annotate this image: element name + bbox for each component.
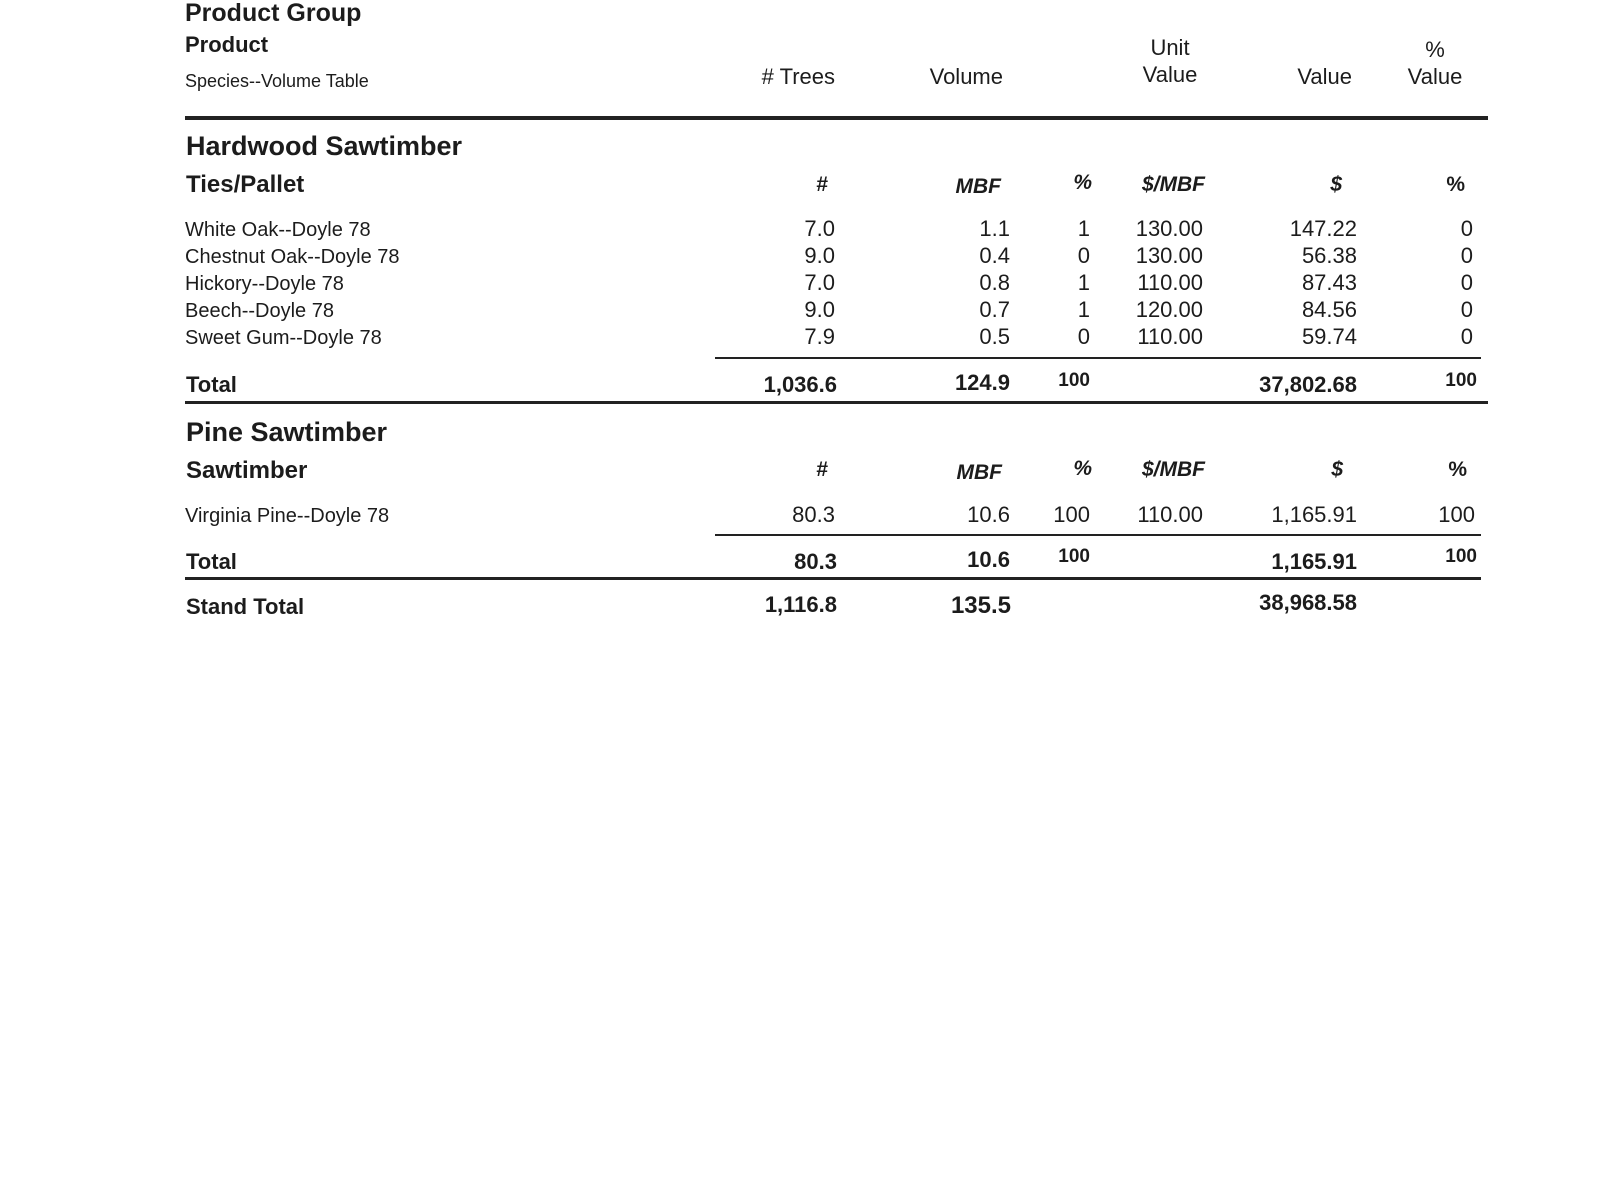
pine-total-volume: 10.6 [967, 547, 1010, 572]
header-col-pct-value-line1: % [1425, 37, 1445, 62]
pine-row-unit-value: 110.00 [1137, 502, 1203, 527]
hardwood-row-volume: 1.1 [979, 216, 1010, 241]
stand-total-label: Stand Total [186, 594, 305, 619]
pine-group-title: Pine Sawtimber [186, 417, 388, 447]
hardwood-total-value: 37,802.68 [1259, 372, 1357, 397]
hardwood-row-species: Beech--Doyle 78 [185, 300, 334, 322]
hardwood-row-value: 84.56 [1301, 297, 1357, 322]
hardwood-unit-pct-value: % [1446, 173, 1465, 196]
hardwood-total-pct: 100 [1058, 370, 1090, 391]
pine-row-pct: 100 [1053, 502, 1090, 527]
hardwood-row-trees: 9.0 [804, 243, 835, 268]
pine-total-trees: 80.3 [794, 549, 837, 574]
hardwood-product-title: Ties/Pallet [186, 171, 305, 198]
hardwood-row-value: 56.38 [1301, 243, 1357, 268]
hardwood-row-volume: 0.8 [979, 270, 1010, 295]
header-col-trees: # Trees [761, 64, 835, 89]
hardwood-row-unit-value: 130.00 [1135, 243, 1203, 268]
hardwood-unit-value: $ [1330, 173, 1342, 196]
header-col-unit-value-line2: Value [1142, 62, 1198, 87]
hardwood-row-unit-value: 120.00 [1135, 297, 1203, 322]
hardwood-row-value: 147.22 [1289, 216, 1357, 241]
header-rule [185, 116, 1488, 120]
hardwood-unit-volume: MBF [955, 175, 1001, 198]
hardwood-row-volume: 0.7 [979, 297, 1010, 322]
pine-row-value: 1,165.91 [1271, 502, 1357, 527]
hardwood-subtotal-rule [715, 357, 1481, 359]
hardwood-row-pct-value: 0 [1460, 243, 1473, 268]
hardwood-total-pct-value: 100 [1445, 370, 1477, 391]
hardwood-row-pct-value: 0 [1460, 297, 1473, 322]
pine-subtotal-rule [715, 534, 1481, 536]
pine-unit-value: $ [1331, 458, 1343, 481]
hardwood-row-species: Sweet Gum--Doyle 78 [185, 327, 382, 349]
pine-row-volume: 10.6 [967, 502, 1010, 527]
pine-unit-volume: MBF [956, 461, 1002, 484]
stand-total-value: 38,968.58 [1259, 590, 1357, 615]
hardwood-total-trees: 1,036.6 [763, 372, 837, 397]
hardwood-row-pct: 0 [1077, 243, 1090, 268]
pine-unit-pct: % [1073, 457, 1092, 480]
hardwood-row-volume: 0.4 [979, 243, 1010, 268]
header-product: Product [185, 32, 269, 57]
pine-section-rule [185, 577, 1481, 580]
pine-total-value: 1,165.91 [1271, 549, 1357, 574]
header-col-pct-value-line2: Value [1407, 64, 1463, 89]
hardwood-row-unit-value: 110.00 [1137, 270, 1203, 295]
hardwood-section-rule [185, 401, 1488, 404]
hardwood-row-species: Hickory--Doyle 78 [185, 273, 344, 295]
stand-total-volume: 135.5 [950, 592, 1011, 619]
hardwood-row-trees: 9.0 [804, 297, 835, 322]
hardwood-row-trees: 7.0 [804, 216, 835, 241]
header-col-unit-value [1130, 34, 1210, 88]
hardwood-total-label: Total [186, 372, 237, 397]
pine-total-pct-value: 100 [1445, 546, 1477, 567]
hardwood-unit-pct: % [1073, 171, 1092, 194]
hardwood-row-pct-value: 0 [1460, 324, 1473, 349]
hardwood-row-pct-value: 0 [1460, 270, 1473, 295]
hardwood-unit-unit-value: $/MBF [1142, 173, 1205, 196]
header-col-volume: Volume [929, 64, 1003, 89]
hardwood-row-trees: 7.9 [804, 324, 835, 349]
hardwood-row-species: Chestnut Oak--Doyle 78 [185, 246, 400, 268]
header-species-volume-table: Species--Volume Table [185, 71, 369, 91]
hardwood-total-volume: 124.9 [954, 370, 1010, 395]
pine-unit-unit-value: $/MBF [1142, 458, 1205, 481]
hardwood-row-value: 59.74 [1301, 324, 1357, 349]
pine-row-trees: 80.3 [792, 502, 835, 527]
pine-product-title: Sawtimber [186, 457, 308, 484]
hardwood-row-trees: 7.0 [804, 270, 835, 295]
header-col-pct-value [1400, 36, 1470, 90]
hardwood-row-unit-value: 130.00 [1135, 216, 1203, 241]
pine-row-pct-value: 100 [1438, 502, 1475, 527]
hardwood-row-pct: 1 [1077, 216, 1090, 241]
hardwood-row-volume: 0.5 [979, 324, 1010, 349]
hardwood-row-pct: 1 [1077, 297, 1090, 322]
hardwood-row-species: White Oak--Doyle 78 [185, 219, 371, 241]
header-col-unit-value-line1: Unit [1150, 35, 1190, 60]
hardwood-unit-trees: # [816, 173, 828, 196]
hardwood-row-value: 87.43 [1301, 270, 1357, 295]
hardwood-group-title: Hardwood Sawtimber [186, 131, 463, 161]
hardwood-row-pct: 0 [1077, 324, 1090, 349]
hardwood-row-pct-value: 0 [1460, 216, 1473, 241]
header-product-group: Product Group [185, 0, 362, 27]
header-col-value: Value [1297, 64, 1352, 89]
pine-row-species: Virginia Pine--Doyle 78 [185, 505, 390, 527]
pine-unit-trees: # [816, 458, 828, 481]
hardwood-row-pct: 1 [1077, 270, 1090, 295]
stand-total-trees: 1,116.8 [764, 592, 837, 617]
pine-total-label: Total [186, 549, 237, 574]
pine-unit-pct-value: % [1448, 458, 1467, 481]
pine-total-pct: 100 [1058, 546, 1090, 567]
hardwood-row-unit-value: 110.00 [1137, 324, 1203, 349]
